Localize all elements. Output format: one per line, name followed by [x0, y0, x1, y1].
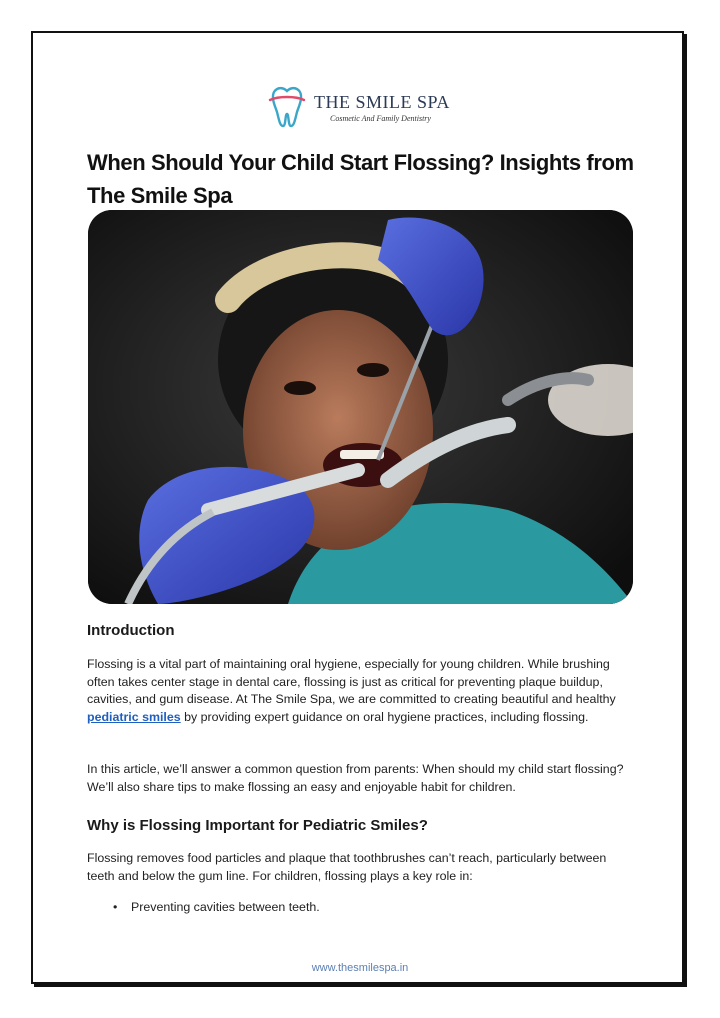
- bullet-text: Preventing cavities between teeth.: [131, 900, 320, 914]
- logo-title: THE SMILE SPA: [314, 92, 450, 112]
- intro-heading: Introduction: [87, 622, 175, 639]
- footer-website-link[interactable]: www.thesmilespa.in: [311, 962, 409, 974]
- intro-paragraph-1: [87, 656, 635, 726]
- bullet-dot-icon: •: [113, 900, 118, 914]
- pediatric-smiles-link[interactable]: pediatric smiles: [87, 709, 181, 724]
- intro-p1-text-before: Flossing is a vital part of maintaining oral hygiene, especially for young children. While brushing often takes center stage in dental care, flossing is just as critical for preventing plaque buildup, cavities, and gum disease. At The Smile Spa, we are committed to creating beautiful and healthy: [87, 657, 616, 707]
- logo-tagline: Cosmetic And Family Dentistry: [330, 114, 431, 123]
- article-title: When Should Your Child Start Flossing? Insights from The Smile Spa: [87, 150, 634, 208]
- brand-logo[interactable]: [268, 86, 458, 130]
- why-paragraph-1: Flossing removes food particles and plaque that toothbrushes can’t reach, particularly between teeth and below the gum line. For children, flossing plays a key role in:: [87, 851, 607, 883]
- intro-paragraph-2: In this article, we’ll answer a common question from parents: When should my child start flossing? We’ll also share tips to make flossing an easy and enjoyable habit for children.: [87, 762, 624, 794]
- why-heading: Why is Flossing Important for Pediatric Smiles?: [87, 817, 428, 834]
- hero-image: [88, 210, 633, 604]
- dental-exam-photo: [88, 210, 633, 604]
- tooth-icon: [268, 86, 306, 128]
- intro-p1-text-after: by providing expert guidance on oral hygiene practices, including flossing.: [180, 709, 589, 724]
